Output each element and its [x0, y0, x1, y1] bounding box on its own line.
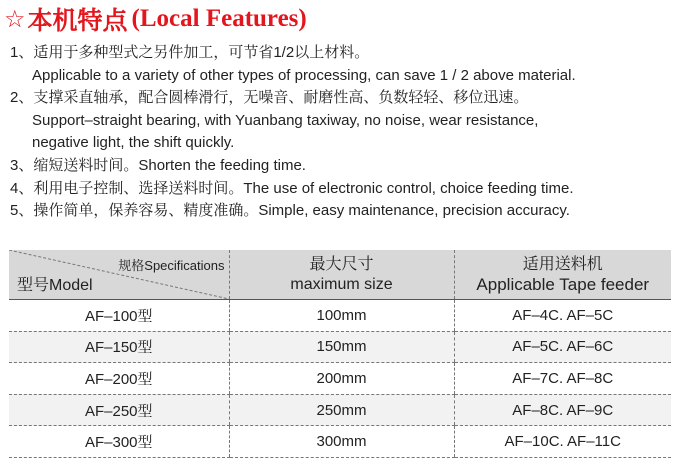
cell-size: 200mm	[229, 363, 454, 395]
feature-line: 1、适用于多种型式之另件加工，可节省1/2以上材料。	[10, 44, 370, 61]
cell-feeder: AF–5C. AF–6C	[454, 331, 671, 363]
star-icon: ☆	[4, 5, 26, 33]
cell-model: AF–300型	[9, 426, 229, 458]
cell-feeder: AF–7C. AF–8C	[454, 363, 671, 395]
feature-line: Support–straight bearing, with Yuanbang taxiway, no noise, wear resistance,	[32, 111, 539, 129]
spec-table	[9, 250, 671, 458]
header-feeder-en: Applicable Tape feeder	[476, 274, 650, 294]
cell-model: AF–150型	[9, 331, 229, 363]
feature-line: 4、利用电子控制、选择送料时间。The use of electronic control, choice feeding time.	[10, 179, 574, 197]
table-row	[9, 300, 671, 332]
table-row	[9, 363, 671, 395]
header-size-en: maximum size	[290, 275, 393, 293]
cell-model: AF–100型	[9, 300, 229, 332]
cell-size: 150mm	[229, 331, 454, 363]
page-title	[4, 2, 307, 36]
feature-list	[10, 42, 678, 223]
cell-model: AF–200型	[9, 363, 229, 395]
feature-line: Applicable to a variety of other types of processing, can save 1 / 2 above material.	[32, 66, 576, 84]
cell-feeder: AF–10C. AF–11C	[454, 426, 671, 458]
header-feeder-cell	[454, 250, 671, 300]
title-chinese: 本机特点	[27, 6, 128, 35]
feature-line: 5、操作简单，保养容易、精度准确。Simple, easy maintenance, precision accuracy.	[10, 202, 570, 220]
table-row	[9, 426, 671, 458]
feature-line: negative light, the shift quickly.	[32, 134, 235, 152]
table-row	[9, 394, 671, 426]
cell-feeder: AF–4C. AF–5C	[454, 300, 671, 332]
cell-size: 250mm	[229, 394, 454, 426]
header-spec-label: 规格Specifications	[118, 258, 225, 273]
header-feeder-cn: 适用送料机	[522, 255, 603, 273]
header-size-cell	[229, 250, 454, 300]
cell-feeder: AF–8C. AF–9C	[454, 394, 671, 426]
feature-line: 3、缩短送料时间。Shorten the feeding time.	[10, 156, 306, 174]
cell-size: 300mm	[229, 426, 454, 458]
table-header-row	[9, 250, 671, 300]
header-size-cn: 最大尺寸	[309, 255, 374, 273]
table-row	[9, 331, 671, 363]
title-english: (Local Features)	[131, 5, 307, 32]
cell-model: AF–250型	[9, 394, 229, 426]
header-model-spec-cell	[9, 250, 229, 300]
header-model-label: 型号Model	[17, 277, 93, 294]
feature-line: 2、支撑采直轴承，配合圆棒滑行，无噪音、耐磨性高、负数轻轻、移位迅速。	[10, 89, 529, 107]
cell-size: 100mm	[229, 300, 454, 332]
